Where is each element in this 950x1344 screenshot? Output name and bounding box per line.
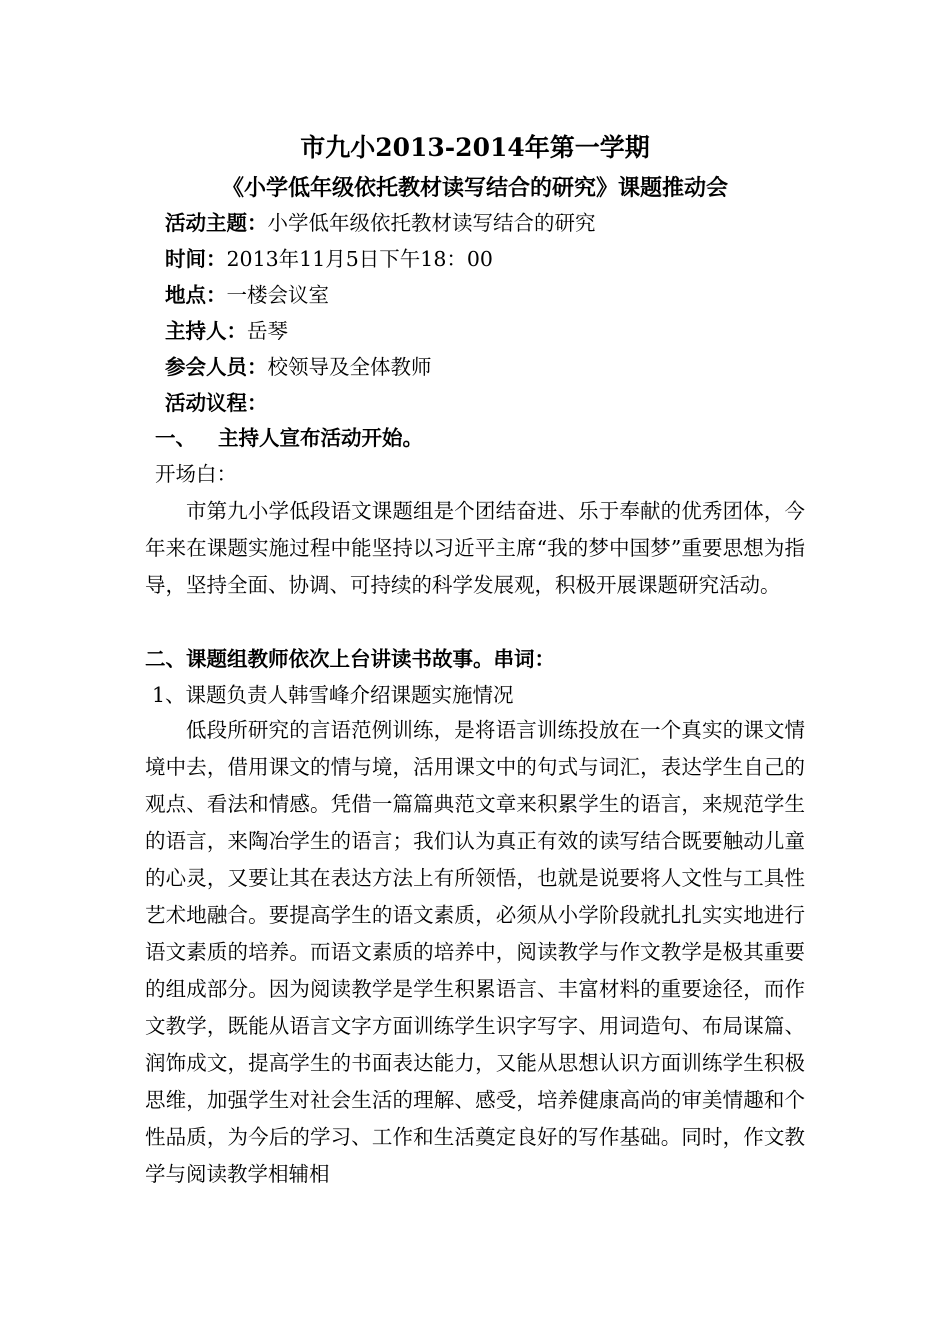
section-2-heading: 二、课题组教师依次上台讲读书故事。串词：	[145, 647, 555, 671]
section-1-text: 主持人宣布活动开始。	[218, 426, 423, 450]
meta-attendees-label: 参会人员：	[165, 355, 268, 379]
meta-host	[165, 313, 288, 349]
paragraph-2: 低段所研究的言语范例训练，是将语言训练投放在一个真实的课文情境中去，借用课文的情与境，活用课文中的句式与词汇，表达学生自己的观点、看法和情感。凭借一篇篇典范文章来积累学生的语言，来规范学生的语言，来陶冶学生的语言；我们认为真正有效的读写结合既要触动儿童的心灵，又要让其在表达方法上有所领悟，也就是说要将人文性与工具性艺术地融合。要提高学生的语文素质，必须从小学阶段就扎扎实实地进行语文素质的培养。而语文素质的培养中，阅读教学与作文教学是极其重要的组成部分。因为阅读教学是学生积累语言、丰富材料的重要途径，而作文教学，既能从语言文字方面训练学生识字写字、用词造句、布局谋篇、润饰成文，提高学生的书面表达能力，又能从思想认识方面训练学生积极思维，加强学生对社会生活的理解、感受，培养健康高尚的审美情趣和个性品质，为今后的学习、工作和生活奠定良好的写作基础。同时，作文教学与阅读教学相辅相	[145, 718, 805, 1186]
document-subtitle: 《小学低年级依托教材读写结合的研究》课题推动会	[221, 175, 728, 201]
meta-place-value: 一楼会议室	[226, 283, 329, 307]
section-1-number: 一、	[155, 426, 196, 450]
section-1-heading	[155, 420, 423, 456]
meta-attendees-value: 校领导及全体教师	[267, 355, 432, 379]
meta-time-label: 时间：	[165, 247, 227, 271]
meta-attendees	[165, 349, 432, 385]
paragraph-1: 市第九小学低段语文课题组是个团结奋进、乐于奉献的优秀团体，今年来在课题实施过程中能坚持以习近平主席“我的梦中国梦”重要思想为指导，坚持全面、协调、可持续的科学发展观，积极开展课题研究活动。	[145, 499, 805, 597]
meta-place	[165, 277, 329, 313]
list-item-1: 1、课题负责人韩雪峰介绍课题实施情况	[152, 683, 514, 707]
meta-time	[165, 241, 493, 277]
meta-time-value: 2013年11月5日下午18：00	[226, 247, 493, 271]
meta-agenda-label: 活动议程：	[165, 391, 268, 415]
meta-host-value: 岳琴	[247, 319, 288, 343]
meta-theme-value: 小学低年级依托教材读写结合的研究	[267, 211, 596, 235]
meta-theme-label: 活动主题：	[165, 211, 268, 235]
meta-host-label: 主持人：	[165, 319, 247, 343]
opening-label: 开场白：	[155, 462, 237, 486]
document-title: 市九小2013-2014年第一学期	[300, 133, 650, 162]
meta-place-label: 地点：	[165, 283, 227, 307]
meta-theme	[165, 205, 596, 241]
